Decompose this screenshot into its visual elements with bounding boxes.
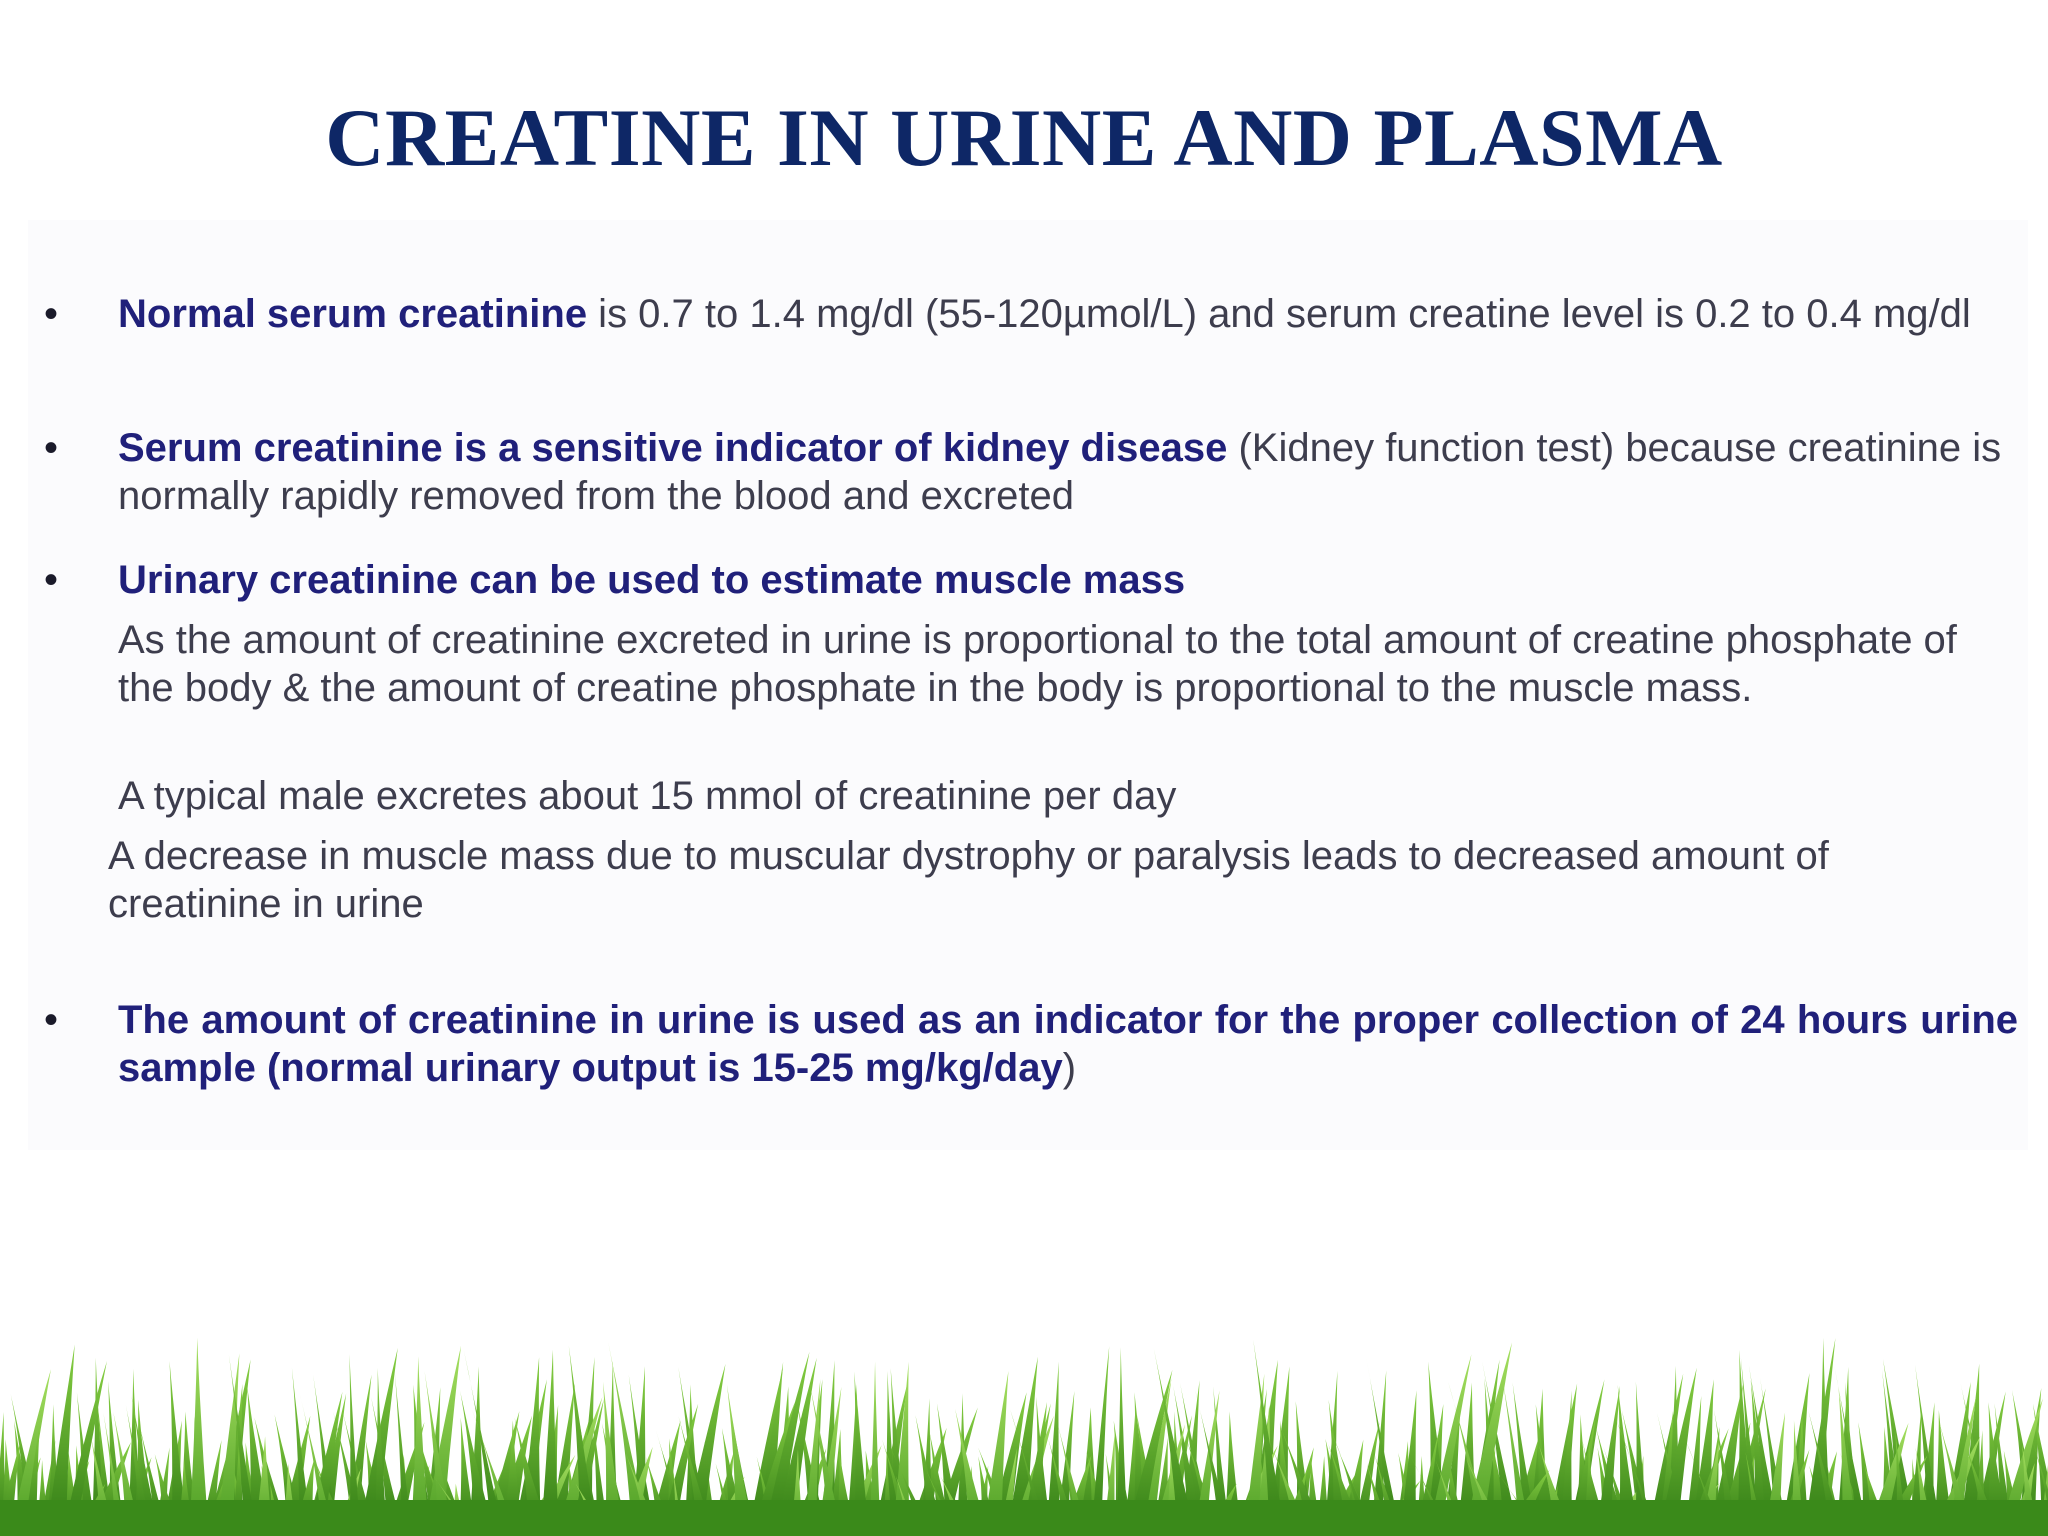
bullet-text <box>118 996 2018 1092</box>
bullet-marker: • <box>44 292 59 336</box>
paragraph-proportional: As the amount of creatinine excreted in urine is proportional to the total amount of creatine phosphate of the body & the amount of creatine phosphate in the body is proportional to the muscle mass. <box>118 618 1957 710</box>
bullet-text <box>118 556 2018 604</box>
bullet-marker: • <box>44 998 59 1042</box>
paragraph-typical-male: A typical male excretes about 15 mmol of creatinine per day <box>118 774 1177 818</box>
paragraph-decrease: A decrease in muscle mass due to muscular dystrophy or paralysis leads to decreased amount of creatinine in urine <box>108 834 1829 926</box>
bullet-text <box>118 424 2018 520</box>
bullet-bold-text: Serum creatinine is a sensitive indicator of kidney disease <box>118 426 1228 470</box>
bullet-rest-text: ) <box>1062 1046 1077 1090</box>
bullet-bold-text: The amount of creatinine in urine is used as an indicator for the proper collection of 24 hours urine sample (normal urinary output is 15-25 mg/kg/day <box>118 998 2018 1090</box>
grass-border <box>0 1300 2048 1536</box>
bullet-marker: • <box>44 558 59 602</box>
bullet-text <box>118 290 2018 338</box>
content-box <box>28 220 2028 1150</box>
bullet-bold-text: Normal serum creatinine <box>118 292 588 336</box>
bullet-rest-text: (Kidney function test) because creatinine is normally rapidly removed from the blood and excreted <box>118 426 2002 518</box>
slide-title: CREATINE IN URINE AND PLASMA <box>325 92 1723 183</box>
bullet-marker: • <box>44 426 59 470</box>
bullet-bold-text: Urinary creatinine can be used to estimate muscle mass <box>118 558 1186 602</box>
bullet-rest-text: is 0.7 to 1.4 mg/dl (55-120µmol/L) and serum creatine level is 0.2 to 0.4 mg/dl <box>587 292 1971 336</box>
